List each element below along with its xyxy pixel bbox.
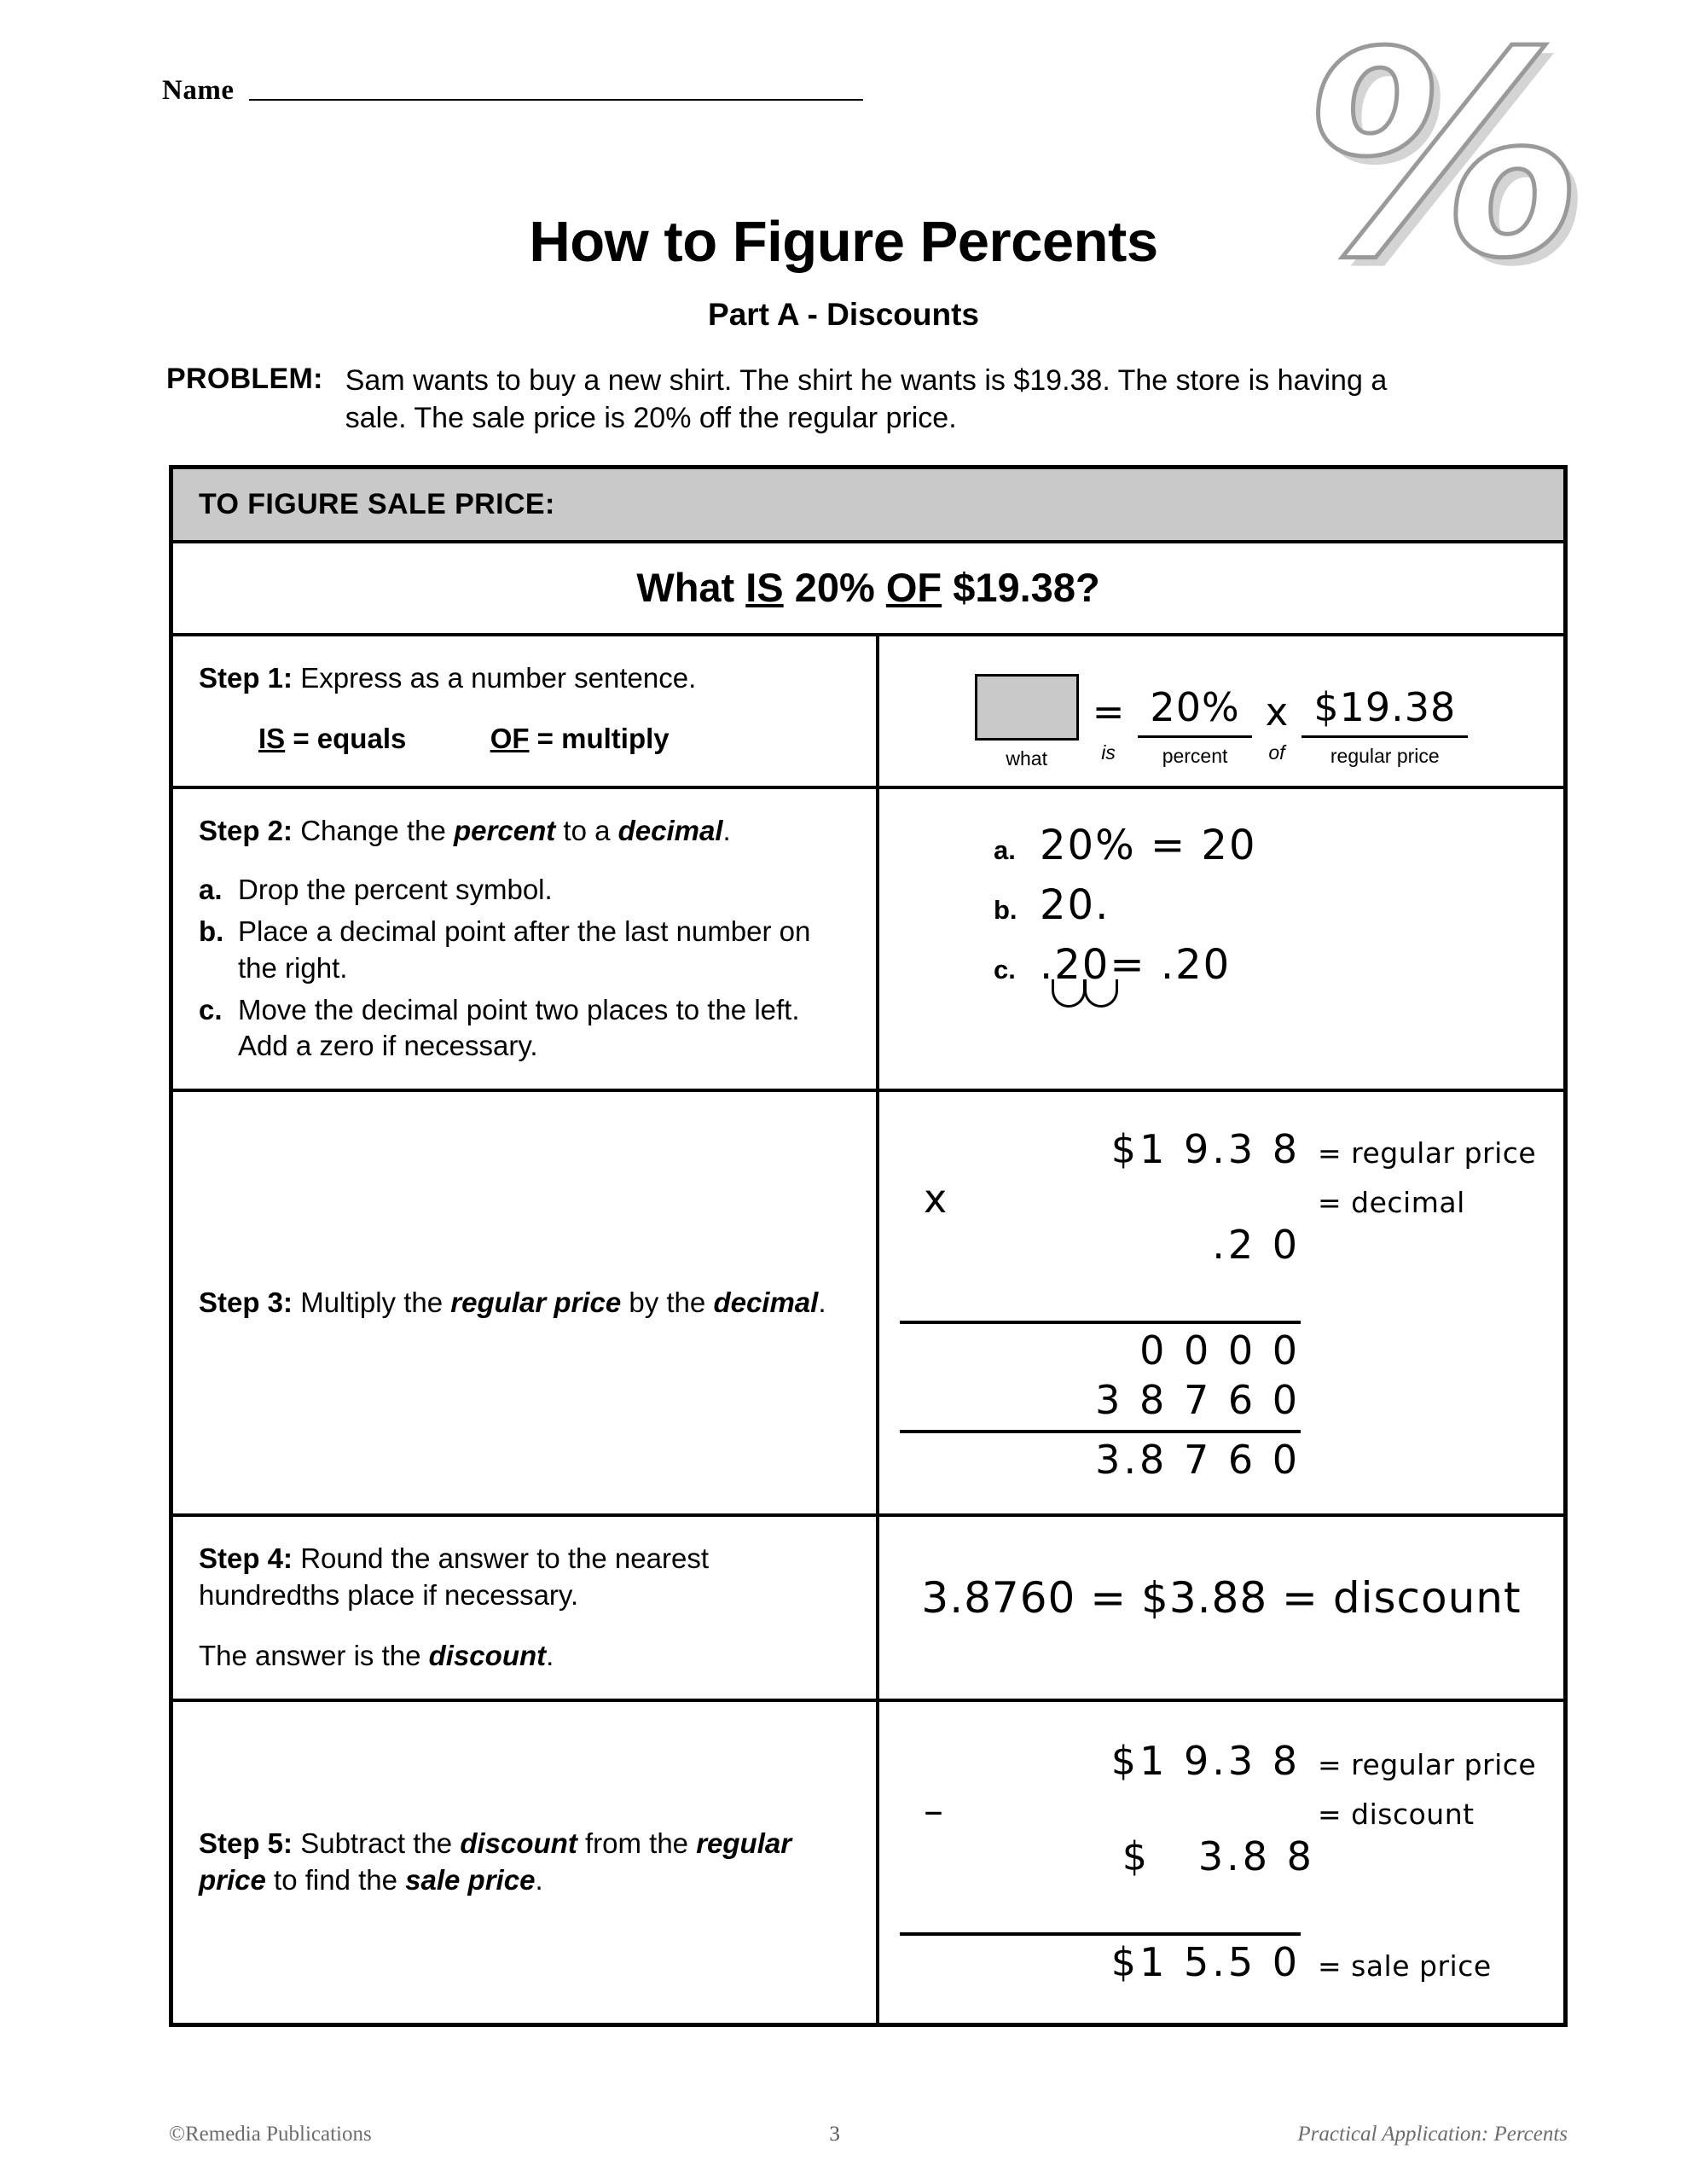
step-5-text-mid: from the [577,1827,697,1860]
step-5-text-after: . [535,1864,543,1896]
name-field-row [162,75,863,107]
step-5-note-1: = regular price [1318,1748,1537,1782]
sale-price-instruction-box [169,465,1568,2027]
step-3-text-mid: by the [621,1286,714,1318]
decimal-move-arc-1 [1052,979,1086,1008]
step-5-text-mid2: to find the [265,1864,406,1896]
step-3-em-regular-price: regular price [450,1286,622,1318]
step-2-work [879,789,1563,1089]
step-2-item-c-letter: c. [199,993,223,1025]
footer-copyright: ©Remedia Publications [169,2123,372,2146]
answer-box[interactable] [975,674,1079,741]
step-2-work-b-expr: 20. [1040,881,1110,929]
step-1-key-is-rest: = equals [285,722,407,754]
step-5-instructions [173,1702,879,2023]
step-5-minuend: $1 9.3 8 [1110,1738,1301,1785]
page-footer [169,2123,1568,2146]
step-3-multiplier-value: .2 0 [1212,1222,1301,1269]
step-3-instructions [173,1092,879,1513]
caption-what: what [1006,747,1047,770]
step-2-work-a-letter: a. [994,835,1016,865]
question-heading [173,543,1563,636]
step-2-work-c-expr-right: = .20 [1110,941,1232,989]
step-1-times-unit [1252,674,1302,764]
step-1-label: Step 1: [199,662,293,694]
caption-is: is [1101,741,1116,764]
step-4-instructions [173,1517,879,1699]
problem-statement [166,363,1531,437]
step-2-text-before: Change the [293,815,455,846]
question-part-a: What [636,565,746,610]
step-3-line-1 [900,1126,1543,1172]
step-4-em-discount: discount [428,1640,547,1672]
footer-series-title: Practical Application: Percents [1297,2123,1568,2146]
step-4-work [879,1517,1563,1699]
step-3-text-after: . [818,1286,826,1318]
step-2-item-b [199,914,854,987]
step-2-item-b-text: Place a decimal point after the last number on the right. [238,915,811,984]
step-2-label: Step 2: [199,815,293,846]
step-3-work [879,1092,1563,1513]
step-2-text-after: . [722,815,731,846]
step-5-line-3 [900,1939,1543,1985]
page-subtitle: Part A - Discounts [708,297,979,332]
name-label: Name [162,75,235,106]
question-part-c: $19.38? [942,565,1100,610]
equals-sign: = [1092,689,1125,735]
step-1-key-is: IS [258,722,286,754]
step-4-result: 3.8760 = $3.88 = discount [921,1573,1522,1623]
step-1-key-of: OF [490,722,530,754]
step-5-note-3: = sale price [1318,1949,1492,1984]
step-5-line-2 [900,1787,1543,1936]
step-4-text2-after: . [546,1640,554,1672]
problem-label: PROBLEM: [166,363,323,395]
caption-of: of [1268,741,1285,764]
step-2-work-b-letter: b. [994,895,1017,925]
multiply-sign: x [1265,689,1289,735]
step-2-work-c [994,941,1543,989]
step-row-5 [173,1702,1563,2023]
step-5-subtrahend-value: $ 3.8 8 [1122,1833,1315,1880]
footer-page-number: 3 [829,2123,840,2146]
caption-percent: percent [1162,745,1228,767]
step-5-work [879,1702,1563,2023]
problem-text: Sam wants to buy a new shirt. The shirt he wants is $19.38. The store is having a sale. The sale price is 20% off the regular price. [345,364,1388,434]
step-3-partial-2: 3 8 7 6 0 [900,1377,1301,1433]
step-4-label: Step 4: [199,1542,293,1575]
step-2-work-a [994,822,1543,869]
step-2-item-c-text: Move the decimal point two places to the left. Add a zero if necessary. [238,993,800,1062]
step-1-price-unit [1301,674,1468,768]
step-5-text-before: Subtract the [293,1827,461,1860]
step-2-work-a-expr: 20% = 20 [1040,822,1257,869]
name-input-line[interactable] [249,98,863,101]
step-5-label: Step 5: [199,1827,293,1860]
step-3-product: 3.8 7 6 0 [1095,1437,1301,1484]
page-title: How to Figure Percents [529,210,1158,274]
step-2-item-a-text: Drop the percent symbol. [238,873,553,905]
step-2-em-decimal: decimal [617,815,723,846]
step-2-text-mid: to a [555,815,618,846]
step-1-percent-unit [1138,674,1251,768]
percent-glyph: % [1302,0,1585,320]
step-2-work-b [994,881,1543,929]
step-3-multiplier [900,1176,1301,1324]
step-2-item-b-letter: b. [199,915,224,947]
step-3-line-5 [900,1437,1543,1483]
step-2-em-percent: percent [454,815,556,846]
step-5-difference: $1 5.5 0 [1110,1939,1301,1986]
step-5-em-regular-price: regular price [199,1827,792,1896]
step-row-1 [173,636,1563,789]
percent-value: 20% [1138,674,1251,738]
step-3-em-decimal: decimal [713,1286,819,1318]
question-keyword-of: OF [885,565,942,610]
regular-price-value: $19.38 [1301,674,1468,738]
step-5-subtrahend [900,1787,1315,1936]
step-3-label: Step 3: [199,1286,293,1318]
step-1-instructions [173,636,879,786]
step-3-line-2 [900,1176,1543,1324]
box-band-label: TO FIGURE SALE PRICE: [173,469,1563,543]
step-1-key-of-rest: = multiply [529,722,670,754]
step-2-item-a [199,872,854,909]
step-3-partial-1: 0 0 0 0 [1139,1327,1301,1374]
step-3-operator: x [924,1176,951,1223]
step-2-item-c [199,992,854,1066]
step-3-text-before: Multiply the [293,1286,451,1318]
step-4-text: Round the answer to the nearest hundredths place if necessary. [199,1542,710,1612]
step-3-multiplicand: $1 9.3 8 [1110,1126,1301,1173]
step-5-note-2: = discount [1318,1798,1475,1832]
step-5-line-1 [900,1738,1543,1784]
step-5-operator: – [924,1787,947,1834]
step-4-text2-before: The answer is the [199,1640,429,1672]
step-2-work-c-letter: c. [994,955,1016,985]
step-5-em-discount: discount [460,1827,577,1860]
step-1-answer-box-unit [975,674,1079,770]
step-2-work-c-expr-left: .20 [1040,941,1110,989]
question-part-b: 20% [783,565,886,610]
step-3-line-3 [900,1327,1543,1374]
step-2-item-a-letter: a. [199,873,223,905]
step-3-note-1: = regular price [1318,1136,1537,1170]
decimal-move-arc-2 [1084,979,1118,1008]
caption-regular-price: regular price [1330,745,1440,767]
step-5-em-sale-price: sale price [405,1864,536,1896]
question-keyword-is: IS [745,565,784,610]
step-row-4 [173,1517,1563,1702]
step-2-instructions [173,789,879,1089]
step-row-3 [173,1092,1563,1517]
step-3-line-4 [900,1377,1543,1433]
step-1-equals-unit [1079,674,1139,764]
step-3-note-2: = decimal [1318,1186,1465,1220]
step-1-work [879,636,1563,786]
step-1-text: Express as a number sentence. [293,662,697,694]
step-row-2 [173,789,1563,1092]
